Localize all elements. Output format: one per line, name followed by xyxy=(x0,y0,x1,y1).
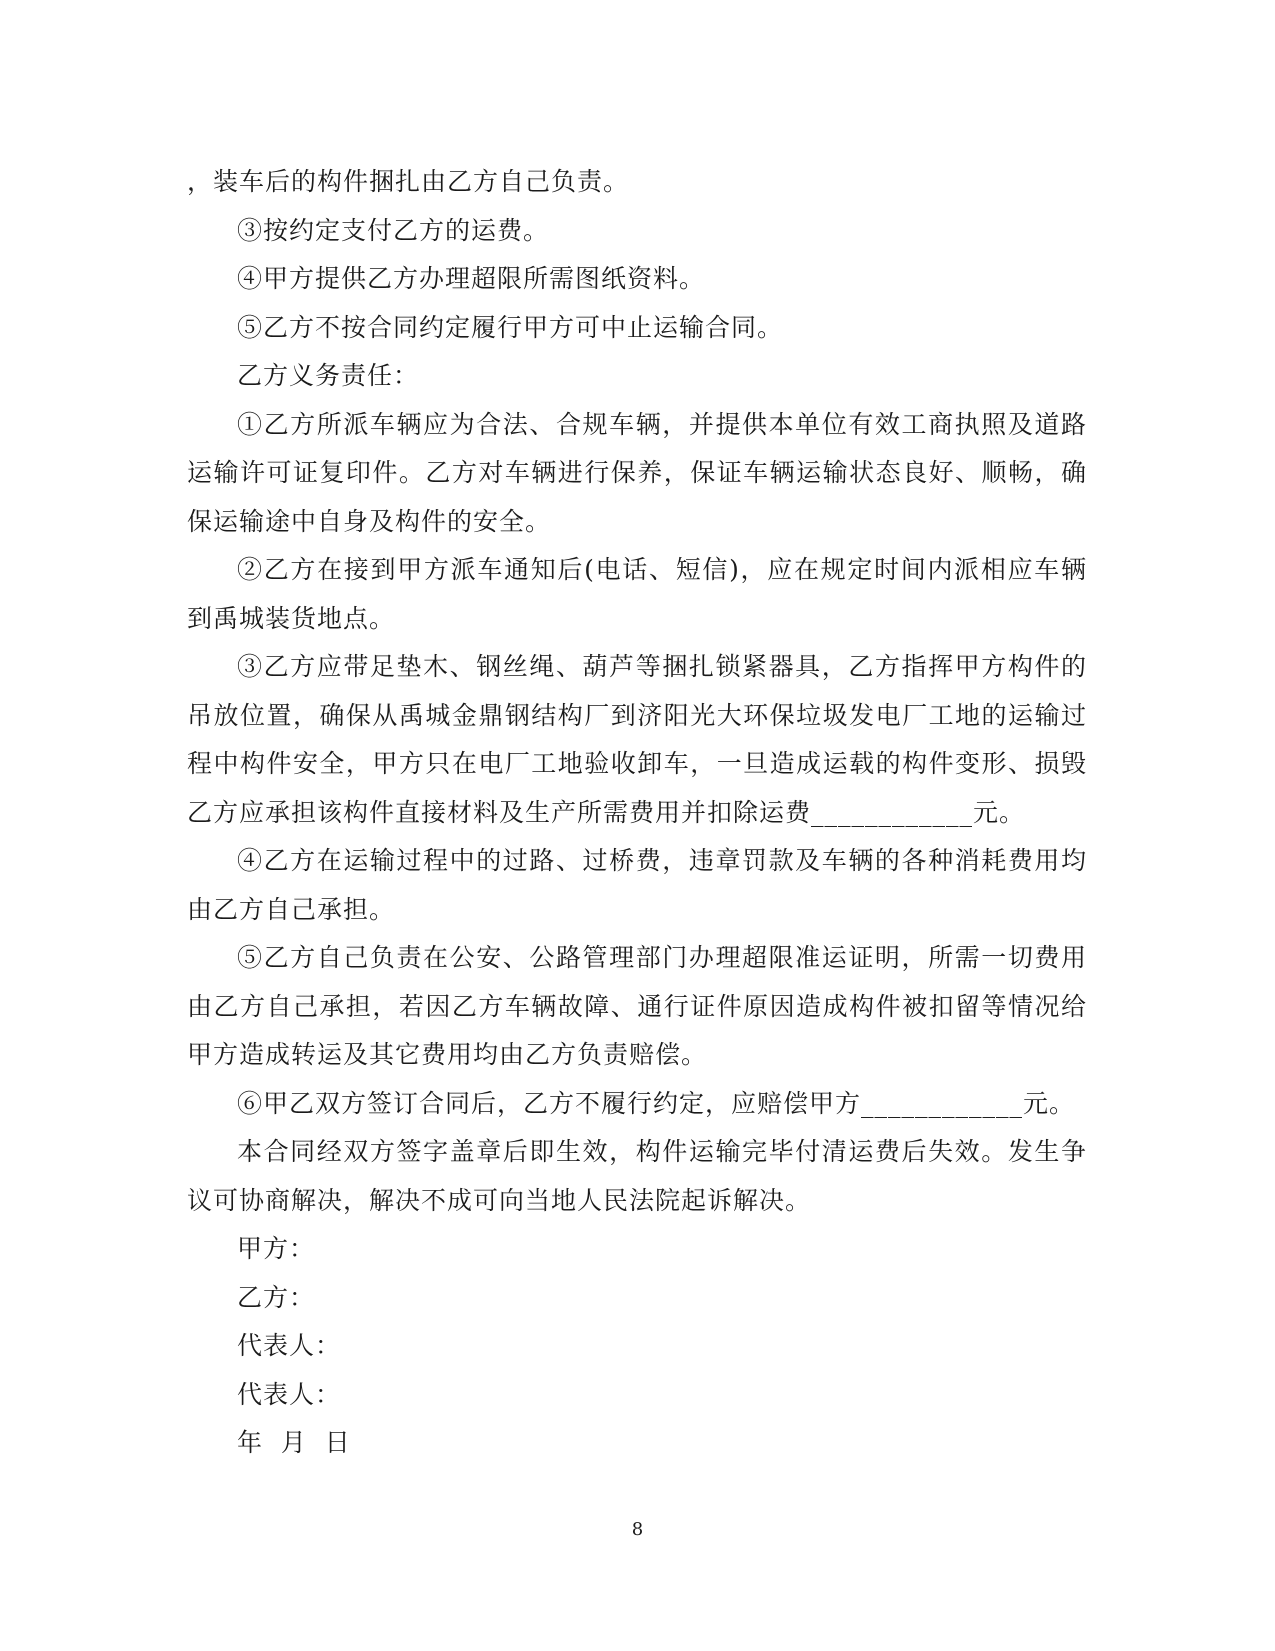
paragraph-party-b-item-5: ⑤乙方自己负责在公安、公路管理部门办理超限准运证明，所需一切费用由乙方自己承担，若因乙方车辆故障、通行证件原因造成构件被扣留等情况给甲方造成转运及其它费用均由乙方负责赔偿。 xyxy=(187,943,1087,1069)
representative-a-label: 代表人： xyxy=(237,1331,342,1360)
paragraph-party-a-item-3: ③按约定支付乙方的运费。 xyxy=(237,215,550,245)
party-b-signature-label: 乙方： xyxy=(237,1282,316,1312)
signature-block xyxy=(187,1225,1087,1468)
paragraph-party-b-item-6: ⑥甲乙双方签订合同后，乙方不履行约定，应赔偿甲方____________元。 xyxy=(237,1088,1076,1118)
representative-b-label: 代表人： xyxy=(237,1379,342,1409)
section-heading-party-b-duties: 乙方义务责任： xyxy=(237,361,420,390)
paragraph-continuation: ，装车后的构件捆扎由乙方自己负责。 xyxy=(187,167,630,196)
signature-date-label: 年 月 日 xyxy=(237,1428,351,1457)
paragraph-party-b-item-1: ①乙方所派车辆应为合法、合规车辆，并提供本单位有效工商执照及道路运输许可证复印件。乙方对车辆进行保养，保证车辆运输状态良好、顺畅，确保运输途中自身及构件的安全。 xyxy=(187,409,1087,536)
paragraph-party-b-item-3: ③乙方应带足垫木、钢丝绳、葫芦等捆扎锁紧器具，乙方指挥甲方构件的吊放位置，确保从禹城金鼎钢结构厂到济阳光大环保垃圾发电厂工地的运输过程中构件安全，甲方只在电厂工地验收卸车，一旦造成运载的构件变形、损毁乙方应承担该构件直接材料及生产所需费用并扣除运费____________元。 xyxy=(187,652,1087,827)
page-number: 8 xyxy=(631,1519,644,1540)
paragraph-party-b-item-2: ②乙方在接到甲方派车通知后(电话、短信)，应在规定时间内派相应车辆到禹城装货地点。 xyxy=(187,555,1087,633)
paragraph-effectiveness-clause: 本合同经双方签字盖章后即生效，构件运输完毕付清运费后失效。发生争议可协商解决，解决不成可向当地人民法院起诉解决。 xyxy=(187,1137,1087,1215)
paragraph-party-a-item-5: ⑤乙方不按合同约定履行甲方可中止运输合同。 xyxy=(237,312,784,342)
paragraph-party-b-item-4: ④乙方在运输过程中的过路、过桥费，违章罚款及车辆的各种消耗费用均由乙方自己承担。 xyxy=(187,846,1087,924)
paragraph-party-a-item-4: ④甲方提供乙方办理超限所需图纸资料。 xyxy=(237,264,706,293)
document-body xyxy=(187,158,1087,1468)
party-a-signature-label: 甲方： xyxy=(237,1234,316,1263)
